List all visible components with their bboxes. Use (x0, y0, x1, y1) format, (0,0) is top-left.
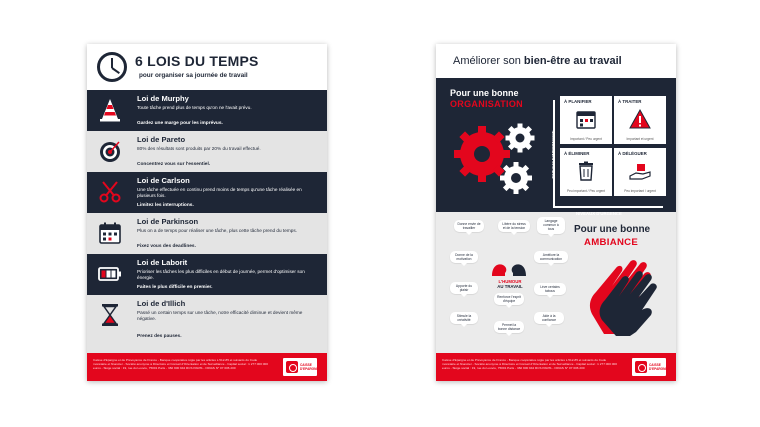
humour-benefit-bubble: Améliore la communication (534, 251, 568, 263)
battery-icon (97, 261, 123, 287)
time-laws-poster (87, 44, 327, 381)
humour-benefit-bubble: Langage commun à tous (537, 217, 565, 234)
quadrant-subtitle: Important / Peu urgent (570, 137, 602, 141)
traffic-cone-icon (97, 97, 123, 123)
humour-benefit-bubble: Renforce l'esprit d'équipe (494, 293, 524, 305)
law-description: Passé un certain temps sur une tâche, notre efficacité diminue et devient même négative. (137, 310, 303, 321)
law-name: Loi de Parkinson (137, 217, 199, 226)
organisation-heading-line2: ORGANISATION (450, 99, 523, 109)
quadrant-title: À DÉLÉGUER (618, 151, 647, 156)
wellbeing-poster (436, 44, 676, 381)
hourglass-icon (97, 302, 123, 328)
title-regular: Améliorer son (453, 55, 524, 67)
ambiance-heading-line1: Pour une bonne (574, 224, 651, 235)
importance-axis-label: NIVEAUX D'IMPORTANCE (550, 130, 556, 179)
law-description: 80% des résultats sont produits par 20% du travail effectué. (137, 146, 261, 151)
caisse-epargne-logo (283, 358, 317, 376)
urgency-axis-label: NIVEAUX D'URGENCE (576, 211, 622, 216)
law-card-carlson (87, 172, 327, 213)
calendar-icon (97, 220, 123, 246)
caisse-epargne-logo (632, 358, 666, 376)
squirrel-logo-icon (635, 361, 647, 373)
humour-benefit-bubble: Aide à la confiance (534, 312, 564, 324)
quadrant-title: À PLANIFIER (564, 99, 592, 104)
quadrant-subtitle: Peu important / Peu urgent (566, 189, 606, 193)
title-bold: bien-être au travail (523, 55, 622, 67)
quadrant-eliminate (560, 148, 612, 196)
ambiance-heading-line2: AMBIANCE (584, 237, 639, 248)
humour-benefit-bubble: Libère du stress et de la tension (498, 220, 530, 232)
quadrant-plan (560, 96, 612, 144)
poster-title: 6 LOIS DU TEMPS (135, 53, 259, 69)
clock-icon (97, 52, 127, 82)
law-card-parkinson (87, 213, 327, 254)
law-description: Plus on a de temps pour réaliser une tâche, plus cette tâche prend du temps. (137, 228, 297, 233)
poster-header (436, 44, 676, 78)
handshake-clap-icon (586, 254, 666, 336)
law-tip: Faites le plus difficile en premier. (137, 285, 213, 290)
humour-label-dark: AU TRAVAIL (497, 284, 523, 289)
law-name: Loi de Pareto (137, 135, 186, 144)
warning-icon (629, 109, 651, 129)
law-description: Une tâche effectuée en continu prend moins de temps qu'une tâche réalisée en plusieurs fois. (137, 187, 302, 198)
target-icon (97, 138, 123, 164)
poster-footer (436, 353, 676, 381)
law-card-murphy (87, 90, 327, 131)
logo-text: CAISSE D'EPARGNE (300, 363, 319, 371)
humour-benefit-bubble: Donne envie de travailler (454, 220, 484, 232)
law-tip: Prenez des pauses. (137, 334, 182, 339)
organisation-section (436, 78, 676, 212)
quadrant-treat (614, 96, 666, 144)
faces-icon (490, 262, 528, 278)
law-tip: Fixez vous des deadlines. (137, 244, 196, 249)
trash-icon (575, 161, 597, 181)
quadrant-title: À ÉLIMINER (564, 151, 590, 156)
handoff-icon (629, 161, 651, 181)
law-name: Loi de Murphy (137, 94, 189, 103)
law-card-laborit (87, 254, 327, 295)
legal-footer-text: Caisse d'Epargne et de Prévoyance de France - Banque coopérative régie par les articles L.512-85 et suivants du Code monétaire et financier - Société anonyme à Directoire et Conseil d'Orientation et de Surveillance - Capital social : 1 277 000 000 euros - Siège social : 19, rue du Louvre, 75001 Paris - 382 900 942 RCS PARIS - ORIAS N° 07 006 200 (442, 358, 617, 371)
law-name: Loi de d'Illich (137, 299, 186, 308)
quadrant-title: À TRAITER (618, 99, 642, 104)
quadrant-delegate (614, 148, 666, 196)
humour-benefit-bubble: Stimule la créativité (450, 312, 478, 324)
poster-subtitle: pour organiser sa journée de travail (139, 72, 248, 79)
scissors-icon (97, 179, 123, 205)
organisation-heading-line1: Pour une bonne (450, 88, 519, 98)
law-tip: Gardez une marge pour les imprévus. (137, 121, 223, 126)
humour-benefit-bubble: Lève certains tabous (534, 283, 566, 295)
legal-footer-text: Caisse d'Epargne et de Prévoyance de France - Banque coopérative régie par les articles L.512-85 et suivants du Code monétaire et financier - Société anonyme à Directoire et Conseil d'Orientation et de Surveillance - Capital social : 1 277 000 000 euros - Siège social : 19, rue du Louvre, 75001 Paris - 382 900 942 RCS PARIS - ORIAS N° 07 006 200 (93, 358, 268, 371)
law-name: Loi de Carlson (137, 176, 190, 185)
poster-header (87, 44, 327, 90)
humour-benefit-bubble: Donne de la motivation (450, 251, 478, 263)
poster-footer (87, 353, 327, 381)
law-tip: Limitez les interruptions. (137, 203, 194, 208)
law-name: Loi de Laborit (137, 258, 188, 267)
law-description: Toute tâche prend plus de temps qu'on ne l'avait prévu. (137, 105, 252, 110)
calendar-icon (575, 109, 597, 129)
law-card-pareto (87, 131, 327, 172)
law-tip: Concentrez vous sur l'essentiel. (137, 162, 211, 167)
humour-label-red: L'HUMOUR (498, 279, 522, 284)
gears-icon (444, 116, 544, 206)
quadrant-subtitle: Peu important / urgent (624, 189, 656, 193)
law-description: Prioriser les tâches les plus difficiles en début de journée, permet d'optimiser son énergie. (137, 269, 305, 280)
humour-benefit-bubble: Permet la bonne distance (494, 321, 524, 333)
law-card-illich (87, 295, 327, 353)
humour-center-label (492, 279, 528, 289)
humour-benefit-bubble: Apporte du plaisir (450, 282, 478, 294)
quadrant-subtitle: Important et urgent (626, 137, 654, 141)
squirrel-logo-icon (286, 361, 298, 373)
urgency-axis (553, 206, 663, 208)
poster-title (453, 55, 622, 67)
logo-text: CAISSE D'EPARGNE (649, 363, 668, 371)
